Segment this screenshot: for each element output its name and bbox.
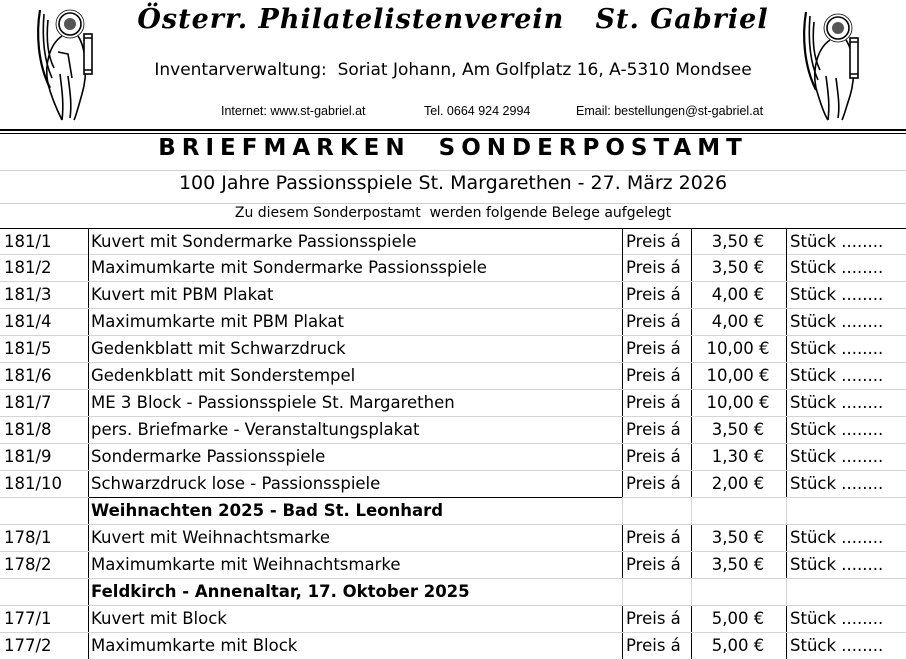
table-row — [0, 444, 906, 471]
column-divider — [88, 606, 89, 632]
column-divider — [622, 336, 623, 362]
item-number — [4, 498, 86, 524]
column-divider — [88, 471, 89, 497]
price-label: Preis á — [626, 636, 681, 655]
column-divider — [622, 282, 623, 308]
quantity-field[interactable]: Stück ........ — [790, 636, 884, 655]
column-divider — [691, 471, 692, 497]
angel-with-scroll-icon — [796, 4, 864, 122]
price-amount: 5,00 € — [711, 636, 765, 655]
items-table — [0, 228, 906, 660]
item-description: Maximumkarte mit Sondermarke Passionsspiele — [91, 258, 487, 277]
column-divider — [786, 444, 787, 470]
item-description: Kuvert mit Block — [91, 609, 227, 628]
item-number: 177/1 — [4, 609, 52, 628]
column-divider — [691, 498, 692, 524]
column-divider — [691, 309, 692, 335]
quantity-field[interactable]: Stück ........ — [790, 366, 884, 385]
table-row — [0, 471, 906, 498]
column-divider — [691, 282, 692, 308]
price-label: Preis á — [626, 447, 681, 466]
column-divider — [786, 606, 787, 632]
price-amount: 4,00 € — [711, 285, 765, 304]
quantity-field — [790, 498, 904, 524]
column-divider — [786, 309, 787, 335]
price-label: Preis á — [626, 366, 681, 385]
column-divider — [786, 471, 787, 497]
price-label: Preis á — [626, 232, 681, 251]
price-label: Preis á — [626, 285, 681, 304]
price-amount: 3,50 € — [711, 420, 765, 439]
column-divider — [88, 363, 89, 389]
item-number: 181/2 — [4, 258, 52, 277]
column-divider — [88, 255, 89, 281]
column-divider — [622, 552, 623, 578]
phone-number: Tel. 0664 924 2994 — [424, 104, 531, 118]
header-divider-thin — [0, 133, 906, 134]
column-divider — [786, 229, 787, 255]
column-divider — [622, 633, 623, 659]
item-description: ME 3 Block - Passionsspiele St. Margarethen — [91, 393, 455, 412]
price-label: Preis á — [626, 393, 681, 412]
price-label: Preis á — [626, 528, 681, 547]
item-number: 181/7 — [4, 393, 52, 412]
column-divider — [786, 255, 787, 281]
item-description: Maximumkarte mit Block — [91, 636, 298, 655]
column-divider — [691, 336, 692, 362]
column-divider — [691, 633, 692, 659]
item-number: 181/1 — [4, 232, 52, 251]
price-amount: 10,00 € — [706, 366, 770, 385]
column-divider — [88, 417, 89, 443]
column-divider — [786, 336, 787, 362]
item-description: Maximumkarte mit Weihnachtsmarke — [91, 555, 401, 574]
price-amount: 3,50 € — [711, 258, 765, 277]
column-divider — [786, 552, 787, 578]
price-amount: 3,50 € — [711, 232, 765, 251]
column-divider — [88, 309, 89, 335]
table-row — [0, 255, 906, 282]
quantity-field[interactable]: Stück ........ — [790, 609, 884, 628]
column-divider — [88, 579, 89, 605]
quantity-field[interactable]: Stück ........ — [790, 312, 884, 331]
table-row — [0, 309, 906, 336]
price-label: Preis á — [626, 258, 681, 277]
item-number: 181/10 — [4, 474, 63, 493]
column-divider — [622, 229, 623, 255]
column-divider — [622, 498, 623, 524]
column-divider — [88, 229, 89, 255]
column-divider — [691, 552, 692, 578]
website-link[interactable]: Internet: www.st-gabriel.at — [221, 104, 366, 118]
column-divider — [622, 606, 623, 632]
table-row — [0, 390, 906, 417]
column-divider — [786, 390, 787, 416]
item-number: 181/8 — [4, 420, 52, 439]
email-link[interactable]: Email: bestellungen@st-gabriel.at — [576, 104, 764, 118]
letterhead — [0, 0, 906, 130]
column-divider — [622, 417, 623, 443]
quantity-field — [790, 579, 904, 605]
price-amount — [692, 498, 784, 524]
column-divider — [786, 498, 787, 524]
item-description: Sondermarke Passionsspiele — [91, 447, 326, 466]
item-number: 178/1 — [4, 528, 52, 547]
table-row — [0, 336, 906, 363]
price-label: Preis á — [626, 474, 681, 493]
item-description: Kuvert mit Sondermarke Passionsspiele — [91, 232, 417, 251]
price-amount: 2,00 € — [711, 474, 765, 493]
column-divider — [786, 282, 787, 308]
item-number: 181/6 — [4, 366, 52, 385]
column-divider — [622, 309, 623, 335]
table-row — [0, 228, 906, 255]
quantity-field[interactable]: Stück ........ — [790, 420, 884, 439]
title-divider — [0, 170, 906, 171]
table-row — [0, 606, 906, 633]
column-divider — [786, 417, 787, 443]
item-number — [4, 579, 86, 605]
table-row — [0, 282, 906, 309]
quantity-field[interactable]: Stück ........ — [790, 555, 884, 574]
header-divider — [0, 129, 906, 131]
item-description: Gedenkblatt mit Sonderstempel — [91, 366, 356, 385]
table-row — [0, 552, 906, 579]
price-amount: 1,30 € — [711, 447, 765, 466]
item-description: Gedenkblatt mit Schwarzdruck — [91, 339, 346, 358]
column-divider — [88, 390, 89, 416]
price-label — [626, 579, 690, 605]
section-header-row — [0, 579, 906, 606]
quantity-field[interactable]: Stück ........ — [790, 447, 884, 466]
column-divider — [622, 471, 623, 497]
column-divider — [622, 255, 623, 281]
quantity-field[interactable]: Stück ........ — [790, 285, 884, 304]
quantity-field[interactable]: Stück ........ — [790, 258, 884, 277]
column-divider — [786, 525, 787, 551]
column-divider — [622, 390, 623, 416]
column-divider — [691, 255, 692, 281]
item-number: 177/2 — [4, 636, 52, 655]
quantity-field[interactable]: Stück ........ — [790, 393, 884, 412]
quantity-field[interactable]: Stück ........ — [790, 474, 884, 493]
column-divider — [691, 390, 692, 416]
price-label — [626, 498, 690, 524]
column-divider — [88, 552, 89, 578]
item-number: 181/4 — [4, 312, 52, 331]
column-divider — [786, 363, 787, 389]
document-title: BRIEFMARKEN SONDERPOSTAMT — [158, 135, 748, 161]
item-description: Kuvert mit Weihnachtsmarke — [91, 528, 331, 547]
event-subtitle: 100 Jahre Passionsspiele St. Margarethen - 27. März 2026 — [178, 172, 728, 194]
inventory-address: Inventarverwaltung: Soriat Johann, Am Golfplatz 16, A-5310 Mondsee — [154, 60, 752, 80]
item-description: Kuvert mit PBM Plakat — [91, 285, 274, 304]
item-description: Maximumkarte mit PBM Plakat — [91, 312, 344, 331]
price-label: Preis á — [626, 555, 681, 574]
item-number: 178/2 — [4, 555, 52, 574]
price-amount — [692, 579, 784, 605]
column-divider — [88, 525, 89, 551]
table-row — [0, 525, 906, 552]
column-divider — [786, 633, 787, 659]
column-divider — [88, 633, 89, 659]
column-divider — [622, 525, 623, 551]
price-amount: 10,00 € — [706, 393, 770, 412]
price-label: Preis á — [626, 609, 681, 628]
item-description: pers. Briefmarke - Veranstaltungsplakat — [91, 420, 420, 439]
price-amount: 5,00 € — [711, 609, 765, 628]
price-label: Preis á — [626, 420, 681, 439]
item-description: Schwarzdruck lose - Passionsspiele — [91, 474, 381, 493]
column-divider — [622, 444, 623, 470]
column-divider — [88, 444, 89, 470]
price-amount: 3,50 € — [711, 555, 765, 574]
table-row — [0, 417, 906, 444]
column-divider — [88, 282, 89, 308]
quantity-field[interactable]: Stück ........ — [790, 232, 884, 251]
column-divider — [88, 498, 89, 524]
price-amount: 10,00 € — [706, 339, 770, 358]
price-label: Preis á — [626, 339, 681, 358]
column-divider — [786, 579, 787, 605]
column-divider — [622, 363, 623, 389]
column-divider — [691, 579, 692, 605]
column-divider — [691, 606, 692, 632]
column-divider — [691, 363, 692, 389]
item-number: 181/9 — [4, 447, 52, 466]
price-amount: 3,50 € — [711, 528, 765, 547]
column-divider — [691, 417, 692, 443]
subtitle-divider — [0, 203, 906, 204]
item-number: 181/5 — [4, 339, 52, 358]
column-divider — [691, 525, 692, 551]
section-title: Weihnachten 2025 - Bad St. Leonhard — [91, 501, 444, 520]
item-number: 181/3 — [4, 285, 52, 304]
club-name: Österr. Philatelistenverein St. Gabriel — [137, 4, 769, 35]
section-header-row — [0, 498, 906, 525]
quantity-field[interactable]: Stück ........ — [790, 339, 884, 358]
intro-text: Zu diesem Sonderpostamt werden folgende Belege aufgelegt — [234, 205, 672, 221]
column-divider — [88, 336, 89, 362]
column-divider — [622, 579, 623, 605]
column-divider — [691, 444, 692, 470]
column-divider — [691, 229, 692, 255]
table-row — [0, 363, 906, 390]
price-label: Preis á — [626, 312, 681, 331]
quantity-field[interactable]: Stück ........ — [790, 528, 884, 547]
section-title: Feldkirch - Annenaltar, 17. Oktober 2025 — [91, 582, 470, 601]
angel-with-scroll-icon — [32, 4, 100, 122]
price-amount: 4,00 € — [711, 312, 765, 331]
